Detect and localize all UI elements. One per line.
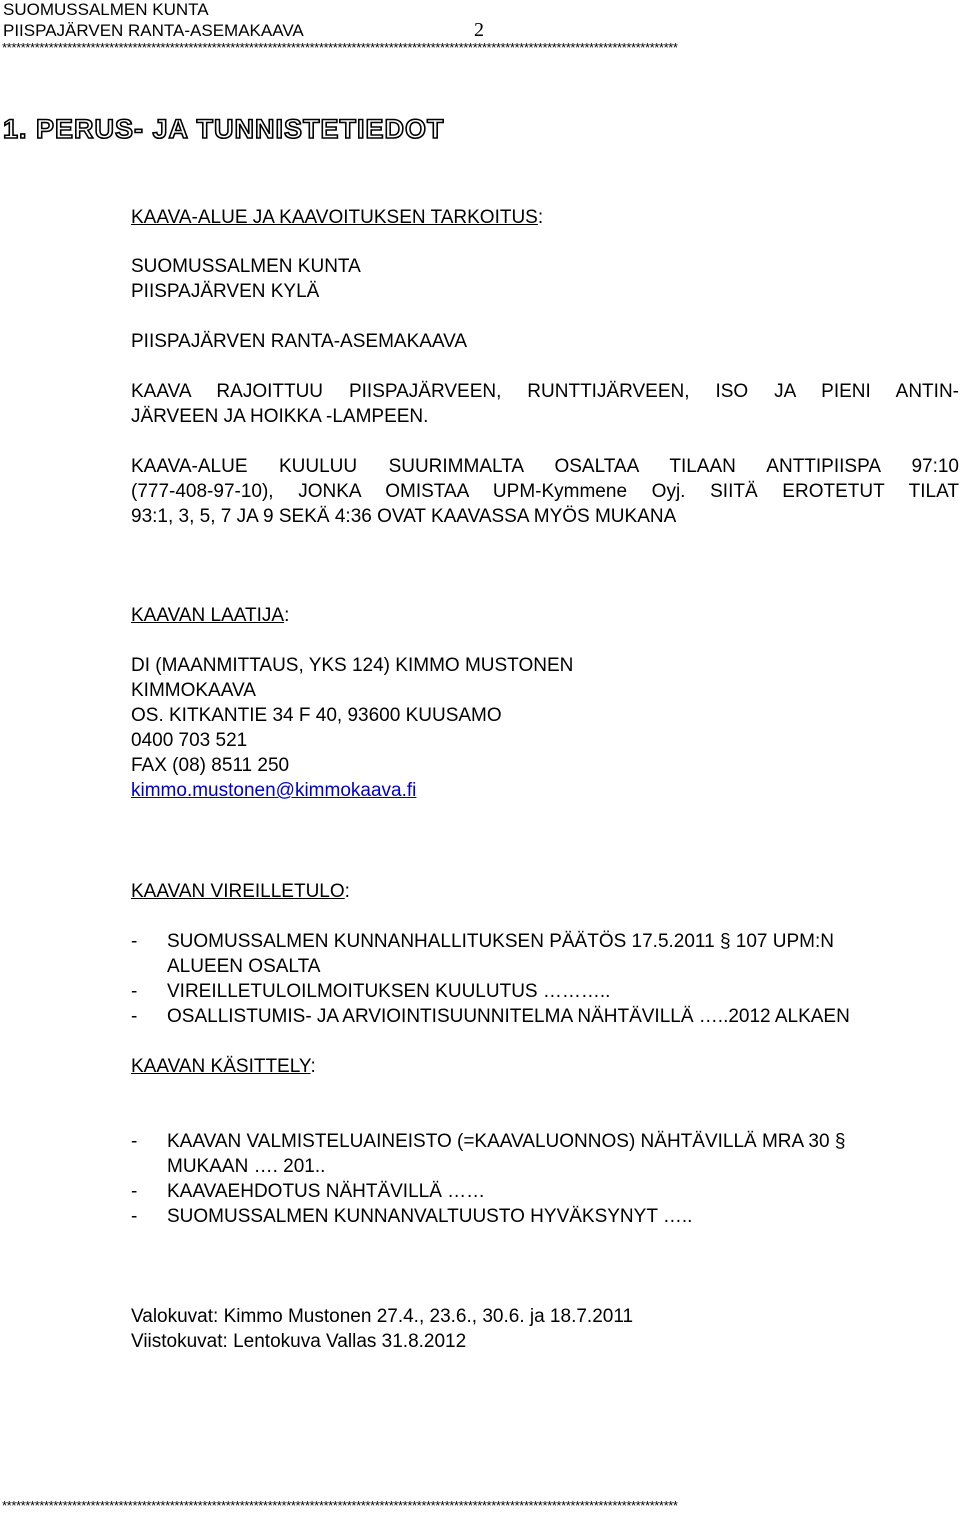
initiation-heading-colon: : (344, 881, 350, 902)
processing-heading (131, 1054, 316, 1079)
initiation-heading (131, 879, 350, 904)
area-boundary-line2: JÄRVEEN JA HOIKKA -LAMPEEN. (131, 406, 429, 427)
section-title: 1. PERUS- JA TUNNISTETIEDOT (3, 114, 445, 144)
bullet-dash: - (131, 1206, 138, 1227)
credits-aerial: Viistokuvat: Lentokuva Vallas 31.8.2012 (131, 1331, 467, 1352)
area-ownership-line1: KAAVA-ALUE KUULUU SUURIMMALTA OSALTAA TILAAN ANTTIPIISPA 97:10 (131, 456, 959, 477)
author-heading-text: KAAVAN LAATIJA (131, 605, 285, 626)
initiation-item-3 (131, 1004, 850, 1029)
area-boundary-line1: KAAVA RAJOITTUU PIISPAJÄRVEEN, RUNTTIJÄRVEEN, ISO JA PIENI ANTIN- (131, 381, 959, 402)
initiation-item-1-text: SUOMUSSALMEN KUNNANHALLITUKSEN PÄÄTÖS 17.5.2011 § 107 UPM:N (167, 931, 834, 952)
author-title-name: DI (MAANMITTAUS, YKS 124) KIMMO MUSTONEN (131, 655, 574, 676)
area-heading-text: KAAVA-ALUE JA KAAVOITUKSEN TARKOITUS (131, 207, 538, 228)
initiation-item-1 (131, 929, 834, 954)
author-heading-colon: : (284, 605, 290, 626)
bullet-dash: - (131, 1006, 138, 1027)
bullet-dash: - (131, 981, 138, 1002)
processing-heading-colon: : (310, 1056, 316, 1077)
header-municipality: SUOMUSSALMEN KUNTA (3, 0, 209, 19)
area-heading-colon: : (537, 207, 544, 228)
author-company: KIMMOKAAVA (131, 680, 256, 701)
author-fax: FAX (08) 8511 250 (131, 755, 290, 776)
author-heading (131, 603, 289, 628)
bullet-dash: - (131, 931, 138, 952)
initiation-item-1-cont: ALUEEN OSALTA (167, 956, 321, 977)
header-page-number: 2 (474, 19, 484, 41)
initiation-item-2 (131, 979, 610, 1004)
initiation-heading-text: KAAVAN VIREILLETULO (131, 881, 345, 902)
area-ownership-line2: (777-408-97-10), JONKA OMISTAA UPM-Kymmene Oyj. SIITÄ EROTETUT TILAT (131, 481, 959, 502)
author-email-link[interactable] (131, 778, 416, 803)
area-ownership-line3: 93:1, 3, 5, 7 JA 9 SEKÄ 4:36 OVAT KAAVASSA MYÖS MUKANA (131, 506, 677, 527)
author-email[interactable]: kimmo.mustonen@kimmokaava.fi (131, 780, 417, 801)
header-separator: ************************************************************************************************************************************************* (2, 40, 678, 55)
processing-item-3 (131, 1204, 692, 1229)
author-phone: 0400 703 521 (131, 730, 248, 751)
initiation-item-3-text: OSALLISTUMIS- JA ARVIOINTISUUNNITELMA NÄHTÄVILLÄ …..2012 ALKAEN (167, 1006, 850, 1027)
area-municipality: SUOMUSSALMEN KUNTA (131, 256, 361, 277)
processing-heading-text: KAAVAN KÄSITTELY (131, 1056, 311, 1077)
area-village: PIISPAJÄRVEN KYLÄ (131, 281, 320, 302)
credits-photos: Valokuvat: Kimmo Mustonen 27.4., 23.6., 30.6. ja 18.7.2011 (131, 1306, 634, 1327)
processing-item-3-text: SUOMUSSALMEN KUNNANVALTUUSTO HYVÄKSYNYT ….. (167, 1206, 693, 1227)
bullet-dash: - (131, 1131, 138, 1152)
processing-item-1-cont: MUKAAN …. 201.. (167, 1156, 326, 1177)
footer-separator: ************************************************************************************************************************************************* (2, 1498, 678, 1513)
area-heading (131, 205, 543, 230)
processing-item-1-text: KAAVAN VALMISTELUAINEISTO (=KAAVALUONNOS) NÄHTÄVILLÄ MRA 30 § (167, 1131, 846, 1152)
bullet-dash: - (131, 1181, 138, 1202)
area-plan-name: PIISPAJÄRVEN RANTA-ASEMAKAAVA (131, 331, 468, 352)
processing-item-2-text: KAAVAEHDOTUS NÄHTÄVILLÄ …… (167, 1181, 486, 1202)
initiation-item-2-text: VIREILLETULOILMOITUKSEN KUULUTUS ……….. (167, 981, 611, 1002)
processing-item-1 (131, 1129, 845, 1154)
header-plan-name: PIISPAJÄRVEN RANTA-ASEMAKAAVA (3, 21, 304, 40)
author-address: OS. KITKANTIE 34 F 40, 93600 KUUSAMO (131, 705, 502, 726)
processing-item-2 (131, 1179, 485, 1204)
